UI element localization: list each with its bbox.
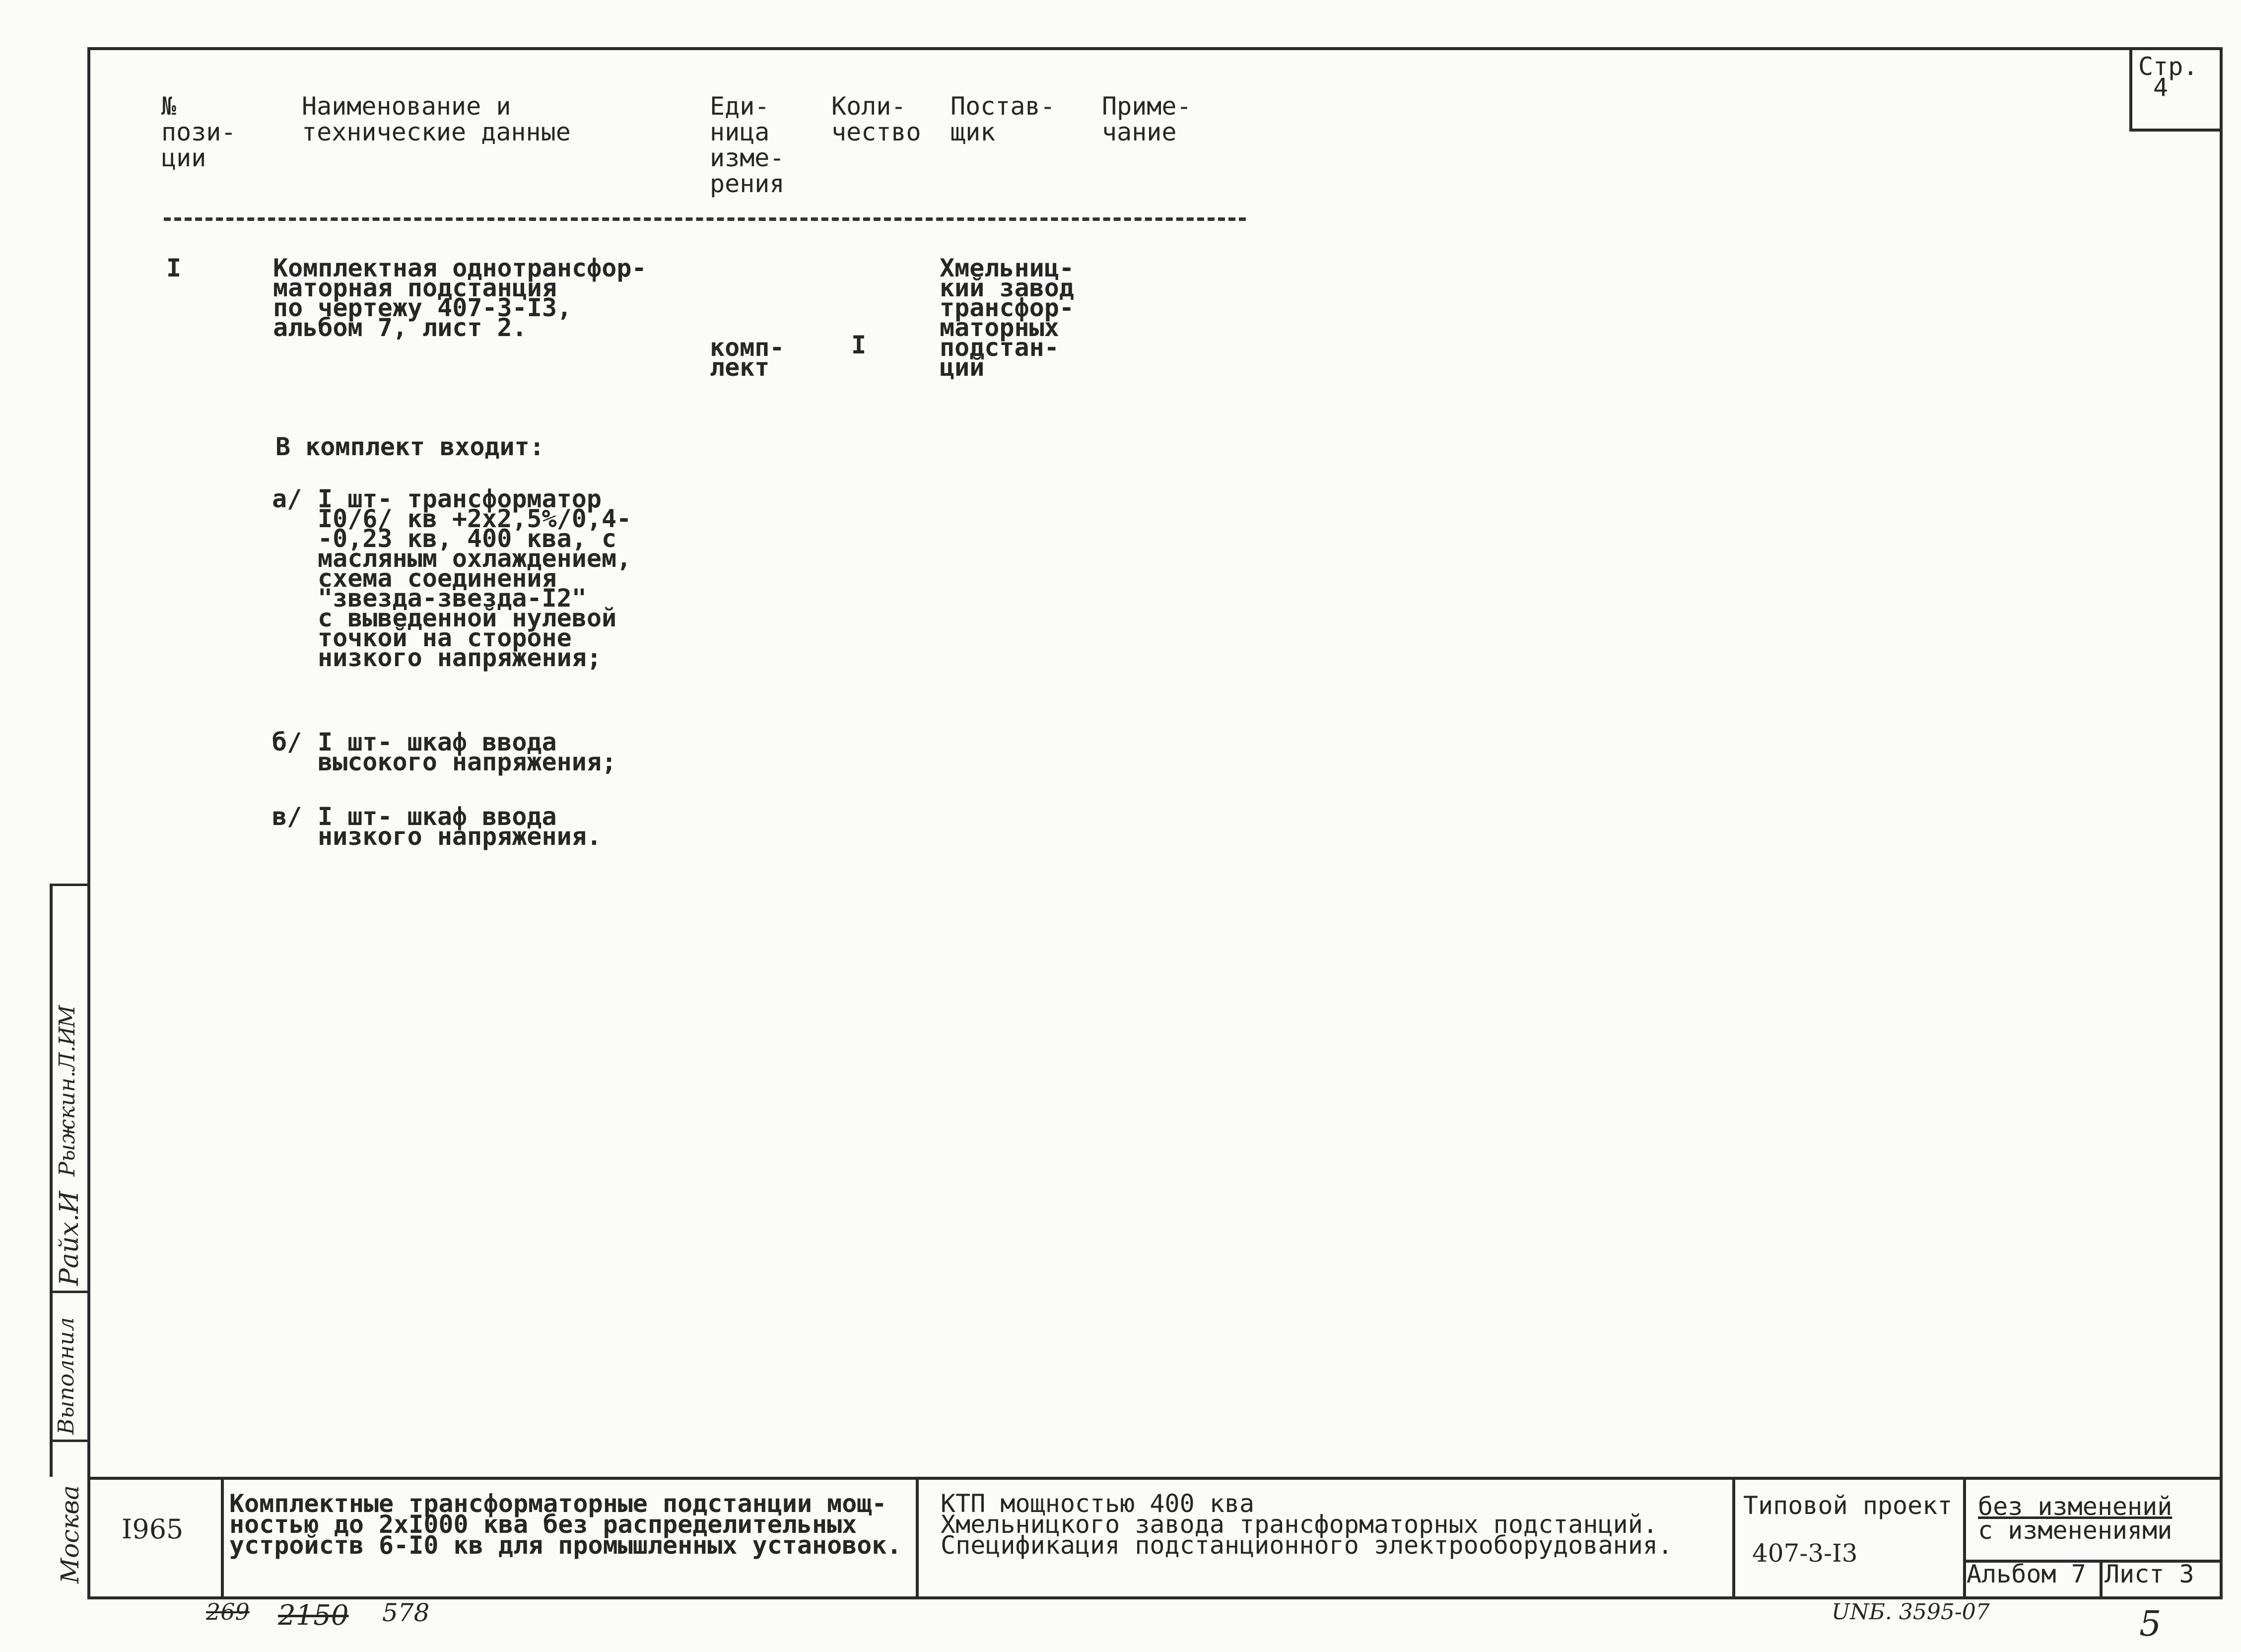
project-description: Комплектные трансформаторные подстанции мощ- ностью до 2хI000 ква без распределительных устройств 6-I0 кв для промышленных установок. xyxy=(229,1489,902,1560)
side-performed: Выполнил xyxy=(54,1317,79,1435)
item-c-text: I шт- шкаф ввода низкого напряжения. xyxy=(318,802,602,851)
header-supplier: Постав- щик xyxy=(951,92,1055,146)
includes-title: В комплект входит: xyxy=(275,432,544,461)
row-name: Комплектная однотрансфор- маторная подстанция по чертежу 407-3-I3, альбом 7, лист 2. xyxy=(273,254,647,342)
page-number: 4 xyxy=(2153,73,2169,102)
project-label: Типовой проект xyxy=(1743,1491,1953,1520)
footer-extra-number: 578 xyxy=(382,1598,430,1627)
item-b-text: I шт- шкаф ввода высокого напряжения; xyxy=(318,728,617,776)
sheet-label: Лист 3 xyxy=(2105,1560,2194,1588)
title-block-divider xyxy=(1963,1477,1966,1599)
row-supplier: Хмельниц- кий завод трансфор- маторных подстан- ций xyxy=(940,254,1074,382)
side-stamp-divider xyxy=(50,1291,87,1293)
city-label: Москва xyxy=(56,1485,84,1583)
side-name-2: Рыжкин.Л.И xyxy=(55,1026,80,1176)
header-unit: Еди- ница изме- рения xyxy=(710,92,785,198)
footer-page-number: 5 xyxy=(2139,1603,2162,1644)
header-position: № пози- ции xyxy=(161,92,236,172)
side-mark: М xyxy=(55,1005,80,1028)
item-a-text: I шт- трансформатор I0/6/ кв +2х2,5%/0,4- -0,23 кв, 400 ква, с масляным охлаждением, схема соединения "звезда-звезда-I2" с выведенной нулевой точкой на стороне низкого напряжения; xyxy=(318,484,632,672)
side-stamp-divider xyxy=(50,1440,87,1442)
title-block-vline xyxy=(2100,1560,2103,1599)
row-quantity: I xyxy=(851,331,867,359)
side-stamp-divider xyxy=(50,884,87,886)
footer-inventory: UNБ. 3595-07 xyxy=(1832,1599,1990,1625)
project-number: 407-3-I3 xyxy=(1752,1539,1858,1568)
footer-struck-number: 269 xyxy=(206,1598,250,1625)
item-a-letter: а/ xyxy=(272,484,302,513)
footer-number: 2150 xyxy=(278,1599,349,1632)
item-b-letter: б/ xyxy=(272,728,302,757)
status-unchanged: без изменений xyxy=(1978,1492,2173,1521)
item-c-letter: в/ xyxy=(272,802,302,831)
header-name: Наименование и технические данные xyxy=(302,92,571,146)
row-unit: комп- лект xyxy=(710,333,785,382)
title-block-divider xyxy=(916,1477,919,1599)
header-note: Приме- чание xyxy=(1102,92,1192,146)
title-block-divider xyxy=(221,1477,224,1599)
page-label: Стр. xyxy=(2138,52,2198,81)
side-name-1: Райх.И xyxy=(55,1191,84,1286)
row-position: I xyxy=(166,254,182,282)
header-divider xyxy=(164,217,1246,221)
header-quantity: Коли- чество xyxy=(831,92,921,146)
project-year: I965 xyxy=(122,1514,184,1545)
title-block-divider xyxy=(1732,1477,1735,1599)
project-subject: КТП мощностью 400 ква Хмельницкого завода трансформаторных подстанций. Спецификация подстанционного электрооборудования. xyxy=(941,1489,1673,1560)
status-changed: с изменениями xyxy=(1978,1516,2173,1545)
album-label: Альбом 7 xyxy=(1967,1560,2086,1588)
